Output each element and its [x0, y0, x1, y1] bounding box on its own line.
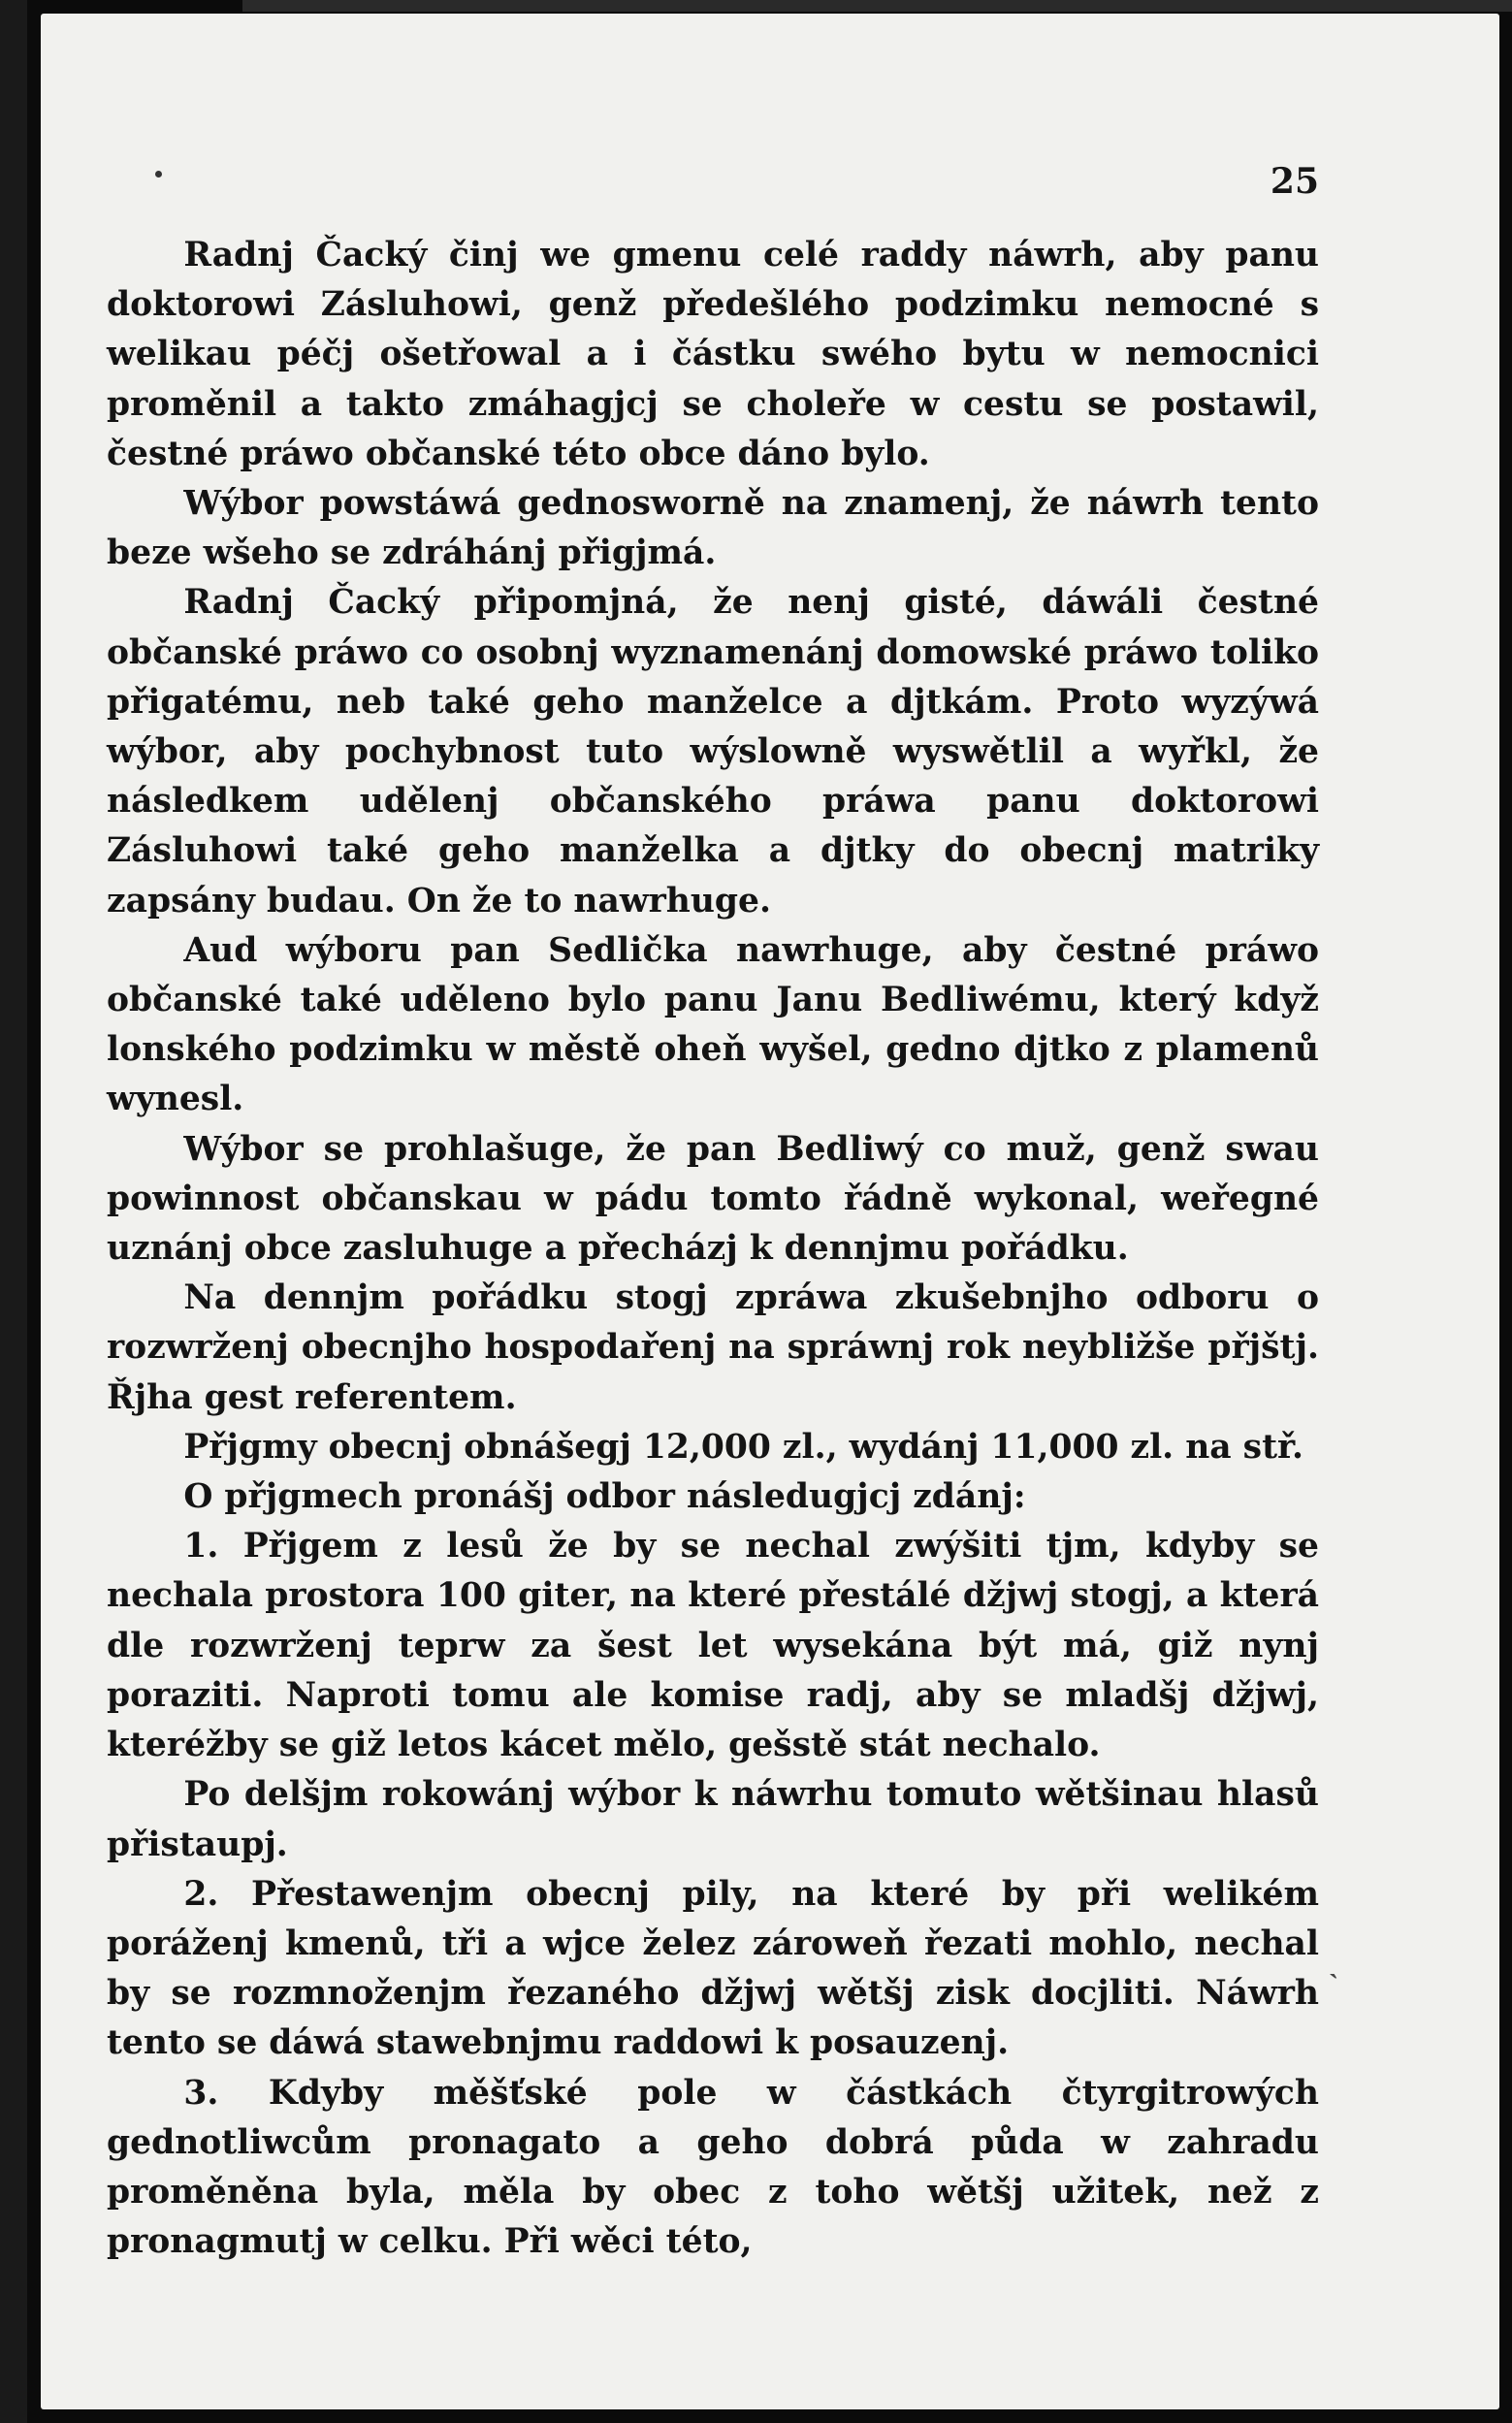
paragraph: Po delšjm rokowánj wýbor k náwrhu tomuto wětšinau hlasů přistaupj.: [107, 1775, 1319, 1864]
page-number: 25: [1270, 161, 1319, 202]
paragraph: Na dennjm pořádku stogj zpráwa zkušebnjho odboru o rozwrženj obecnjho hospodařenj na spráwnj rok neybližše přjštj. Řjha gest referentem.: [107, 1278, 1319, 1417]
scan-binding-edge: [0, 0, 27, 2423]
paragraph: Wýbor powstáwá gednosworně na znamenj, že náwrh tento beze wšeho se zdráhánj přigjmá.: [107, 484, 1319, 573]
body-text: [107, 231, 1319, 2267]
paragraph: Radnj Čacký činj we gmenu celé raddy náwrh, aby panu doktorowi Zásluhowi, genž předešlého podzimku nemocné s welikau péčj ošetřowal a i částku swého bytu w nemocnici proměnil a takto zmáhagjcj se choleře w cestu se postawil, čestné práwo občanské této obce dáno bylo.: [107, 236, 1319, 473]
paragraph: O přjgmech pronášj odbor následugjcj zdánj:: [183, 1477, 1026, 1517]
paragraph: 2. Přestawenjm obecnj pily, na které by při welikém poráženj kmenů, tři a wjce želez zároweň řezati mohlo, nechal by se rozmnoženjm řezaného džjwj wětšj zisk docjliti. Náwrh tento se dáwá stawebnjmu raddowi k posauzenj.: [107, 1874, 1319, 2063]
ink-speck: [155, 171, 162, 178]
scan-top-edge: [242, 0, 1512, 12]
paragraph: Aud wýboru pan Sedlička nawrhuge, aby čestné práwo občanské také uděleno bylo panu Janu Bedliwému, který když lonského podzimku w městě oheň wyšel, gedno djtko z plamenů wynesl.: [107, 930, 1319, 1119]
paragraph: 3. Kdyby měšťské pole w částkách čtyrgitrowých gednotliwcům pronagato a geho dobrá půda w zahradu proměněna byla, měla by obec z toho wětšj užitek, než z pronagmutj w celku. Při wěci této,: [107, 2073, 1319, 2262]
paragraph: Wýbor se prohlašuge, že pan Bedliwý co muž, genž swau powinnost občanskau w pádu tomto řádně wykonal, weřegné uznánj obce zasluhuge a přecházj k dennjmu pořádku.: [107, 1129, 1319, 1269]
paragraph: 1. Přjgem z lesů že by se nechal zwýšiti tjm, kdyby se nechala prostora 100 giter, na které přestálé džjwj stogj, a která dle rozwrženj teprw za šest let wysekána být má, giž nynj poraziti. Naproti tomu ale komise radj, aby se mladšj džjwj, kteréžby se giž letos kácet mělo, gešstě stát nechalo.: [107, 1527, 1319, 1765]
paragraph: Radnj Čacký připomjná, že nenj gisté, dáwáli čestné občanské práwo co osobnj wyznamenánj domowské práwo toliko přigatému, neb také geho manželce a djtkám. Proto wyzýwá wýbor, aby pochybnost tuto wýslowně wyswětlil a wyřkl, že následkem udělenj občanského práwa panu doktorowi Zásluhowi také geho manželka a djtky do obecnj matriky zapsány budau. On že to nawrhuge.: [107, 583, 1319, 921]
paragraph: Přjgmy obecnj obnášegj 12,000 zl., wydánj 11,000 zl. na stř.: [183, 1427, 1304, 1467]
margin-mark: ˎ: [1329, 1946, 1338, 1980]
